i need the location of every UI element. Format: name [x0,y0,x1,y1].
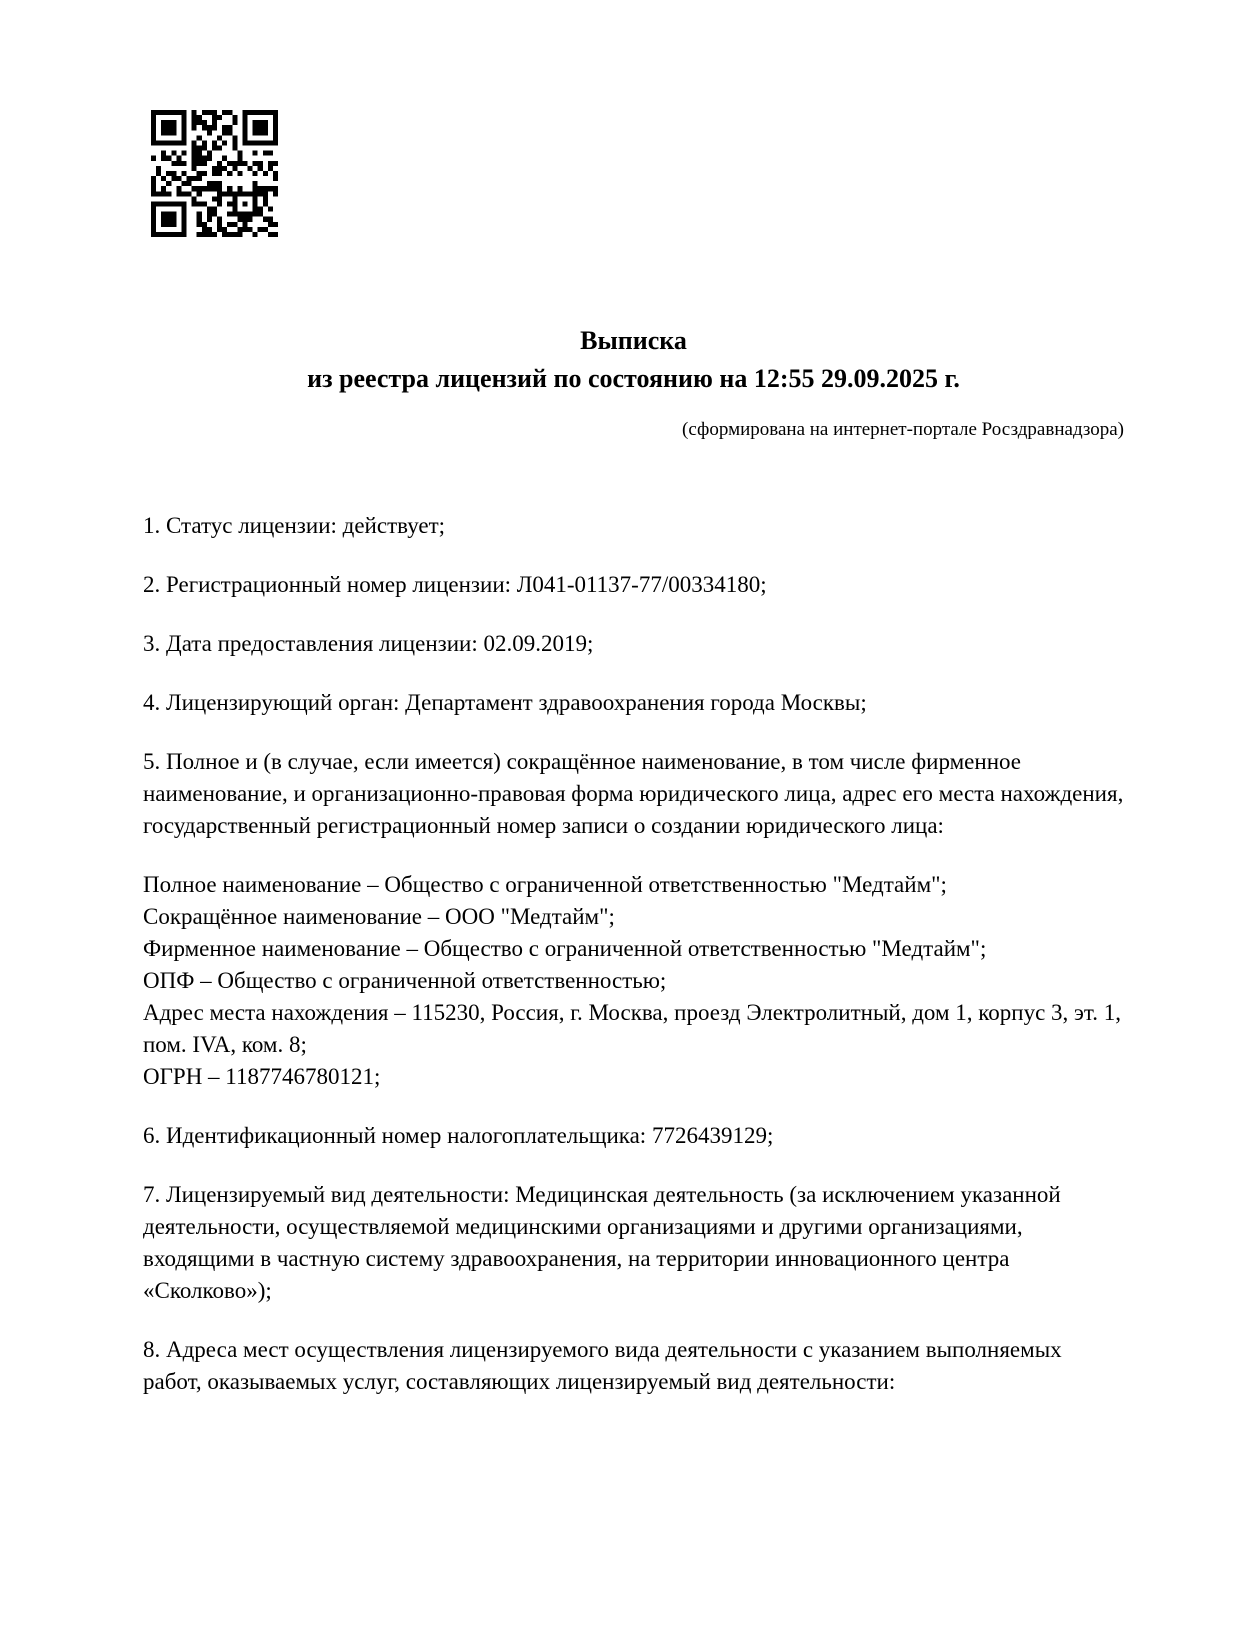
formation-note: (сформирована на интернет-портале Росздравнадзора) [682,419,1124,440]
license-grant-date: 3. Дата предоставления лицензии: 02.09.2019; [143,631,594,656]
org-legal-form: ОПФ – Общество с ограниченной ответственностью; [143,968,667,993]
document-body [143,510,1124,1398]
activity-addresses-heading: 8. Адреса мест осуществления лицензируемого вида деятельности с указанием выполняемых работ, оказываемых услуг, составляющих лицензируемый вид деятельности: [143,1337,1062,1394]
licensed-activity: 7. Лицензируемый вид деятельности: Медицинская деятельность (за исключением указанной деятельности, осуществляемой медицинскими организациями и другими организациями, входящими в частную систему здравоохранения, на территории инновационного центра «Сколково»); [143,1182,1061,1303]
org-details [143,869,1124,1093]
license-reg-number: 2. Регистрационный номер лицензии: Л041-01137-77/00334180; [143,572,767,597]
taxpayer-inn: 6. Идентификационный номер налогоплательщика: 7726439129; [143,1123,774,1148]
org-address: Адрес места нахождения – 115230, Россия, г. Москва, проезд Электролитный, дом 1, корпус 3, эт. 1, пом. IVA, ком. 8; [143,1000,1121,1057]
licensing-authority: 4. Лицензирующий орган: Департамент здравоохранения города Москвы; [143,690,867,715]
org-info-heading: 5. Полное и (в случае, если имеется) сокращённое наименование, в том числе фирменное наименование, и организационно-правовая форма юридического лица, адрес его места нахождения, государственный регистрационный номер записи о создании юридического лица: [143,749,1124,838]
title-line-2: из реестра лицензий по состоянию на 12:55 29.09.2025 г. [307,364,960,393]
title-line-1: Выписка [580,326,687,355]
qr-code [151,110,278,237]
org-ogrn: ОГРН – 1187746780121; [143,1064,381,1089]
org-short-name: Сокращённое наименование – ООО "Медтайм"; [143,904,615,929]
license-status: 1. Статус лицензии: действует; [143,513,446,538]
org-full-name: Полное наименование – Общество с ограниченной ответственностью "Медтайм"; [143,872,947,897]
document-title [143,322,1124,398]
qr-code-image [151,110,278,237]
org-brand-name: Фирменное наименование – Общество с ограниченной ответственностью "Медтайм"; [143,936,987,961]
